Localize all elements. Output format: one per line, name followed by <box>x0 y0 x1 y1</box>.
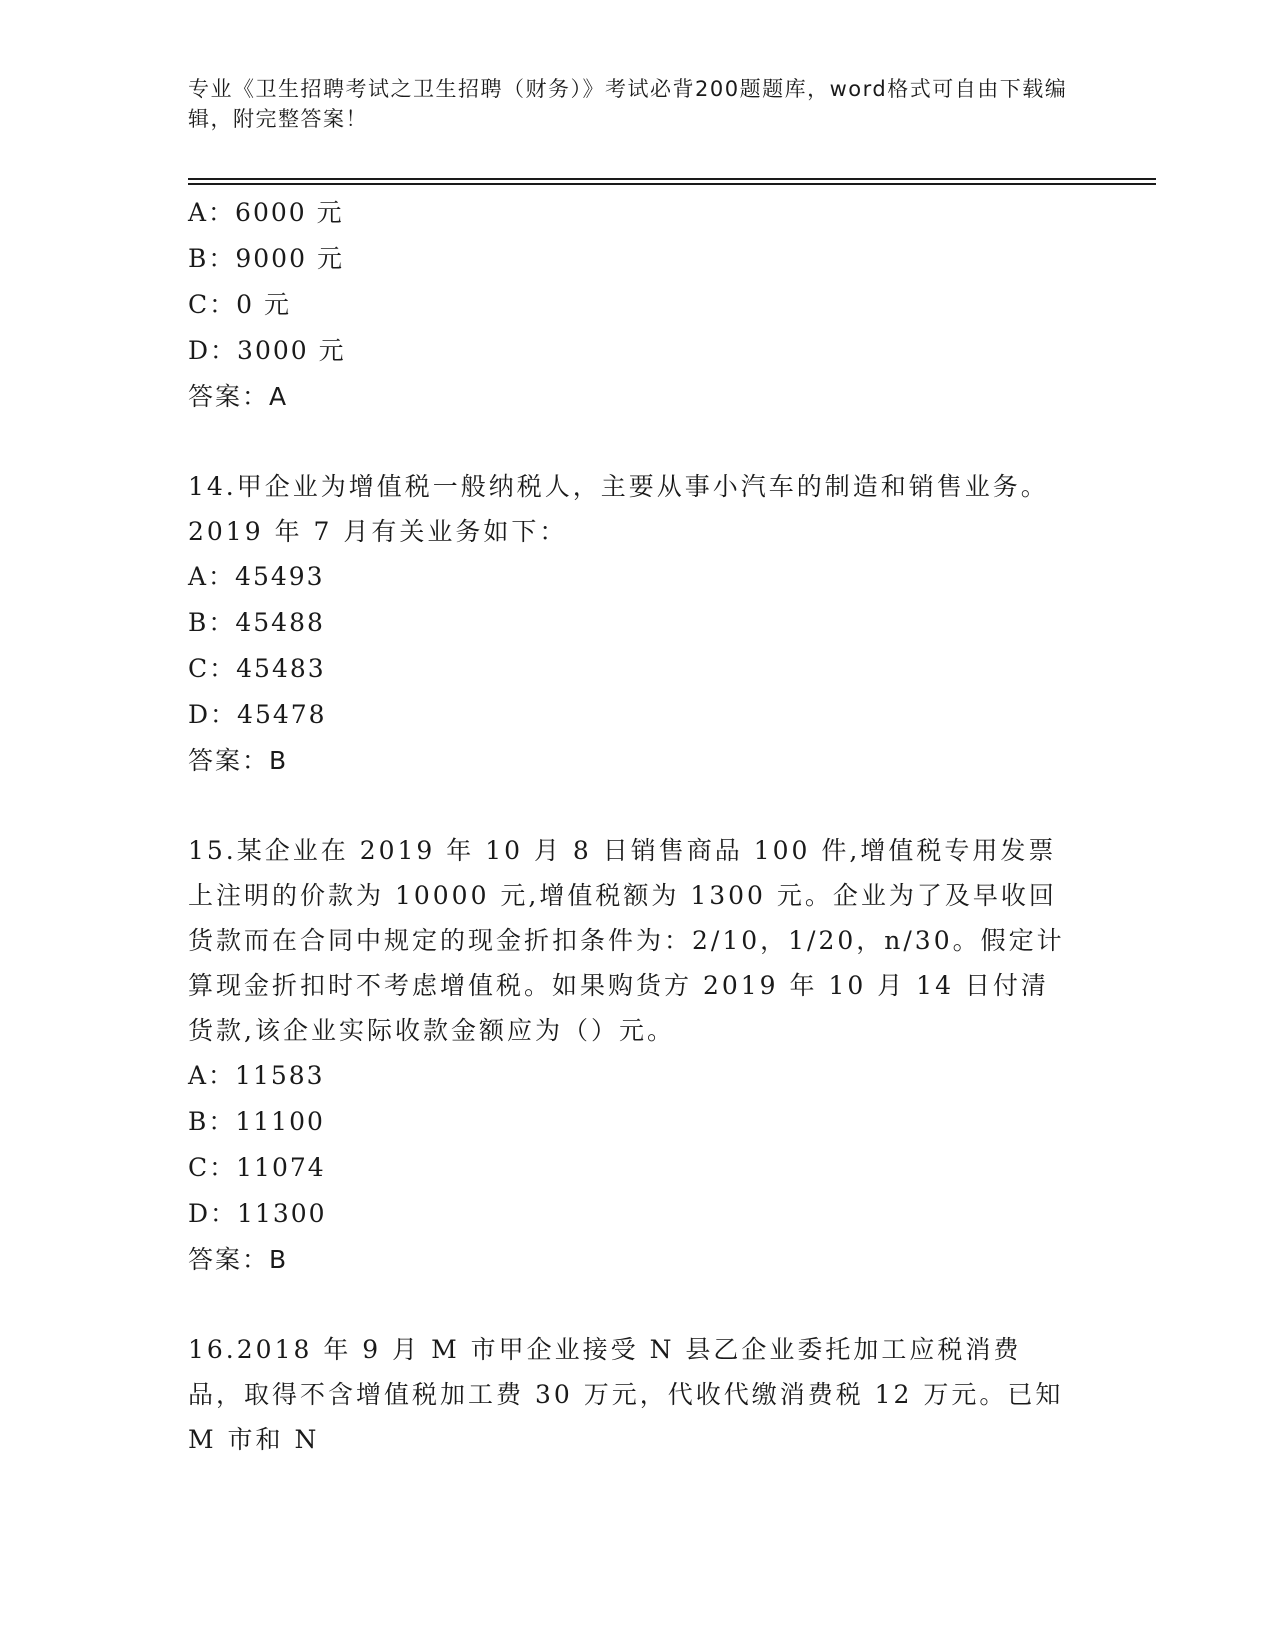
option-c: C：0 元 <box>188 290 291 319</box>
spacer <box>188 420 1088 464</box>
option-d: D：11300 <box>188 1199 327 1228</box>
document-header <box>188 74 1078 134</box>
option-d: D：3000 元 <box>188 336 346 365</box>
option-b: B：9000 元 <box>188 244 344 273</box>
question-14 <box>188 464 1088 784</box>
header-rule-top <box>188 178 1156 180</box>
option-c: C：11074 <box>188 1153 326 1182</box>
question-13 <box>188 190 1088 420</box>
question-15 <box>188 828 1088 1283</box>
header-rule-bottom <box>188 183 1156 185</box>
document-body <box>188 190 1088 1462</box>
question-16 <box>188 1327 1088 1462</box>
question-text: 16.2018 年 9 月 M 市甲企业接受 N 县乙企业委托加工应税消费品，取得不含增值税加工费 30 万元，代收代缴消费税 12 万元。已知 M 市和 N <box>188 1335 1064 1454</box>
option-a: A：11583 <box>188 1061 325 1090</box>
answer: 答案：A <box>188 382 289 411</box>
spacer <box>188 1283 1088 1327</box>
option-a: A：45493 <box>188 562 325 591</box>
option-a: A：6000 元 <box>188 198 344 227</box>
option-d: D：45478 <box>188 700 327 729</box>
header-title: 专业《卫生招聘考试之卫生招聘（财务）》考试必背200题题库，word格式可自由下载编辑，附完整答案！ <box>188 77 1068 131</box>
answer: 答案：B <box>188 746 289 775</box>
option-b: B：11100 <box>188 1107 325 1136</box>
option-b: B：45488 <box>188 608 325 637</box>
option-c: C：45483 <box>188 654 326 683</box>
question-text: 15.某企业在 2019 年 10 月 8 日销售商品 100 件,增值税专用发票上注明的价款为 10000 元,增值税额为 1300 元。企业为了及早收回货款而在合同中规定的现金折扣条件为：2/10，1/20，n/30。假定计算现金折扣时不考虑增值税。如果购货方 2019 年 10 月 14 日付清货款,该企业实际收款金额应为（）元。 <box>188 836 1065 1045</box>
spacer <box>188 784 1088 828</box>
question-text: 14.甲企业为增值税一般纳税人，主要从事小汽车的制造和销售业务。2019 年 7 月有关业务如下： <box>188 472 1049 546</box>
answer: 答案：B <box>188 1245 289 1274</box>
